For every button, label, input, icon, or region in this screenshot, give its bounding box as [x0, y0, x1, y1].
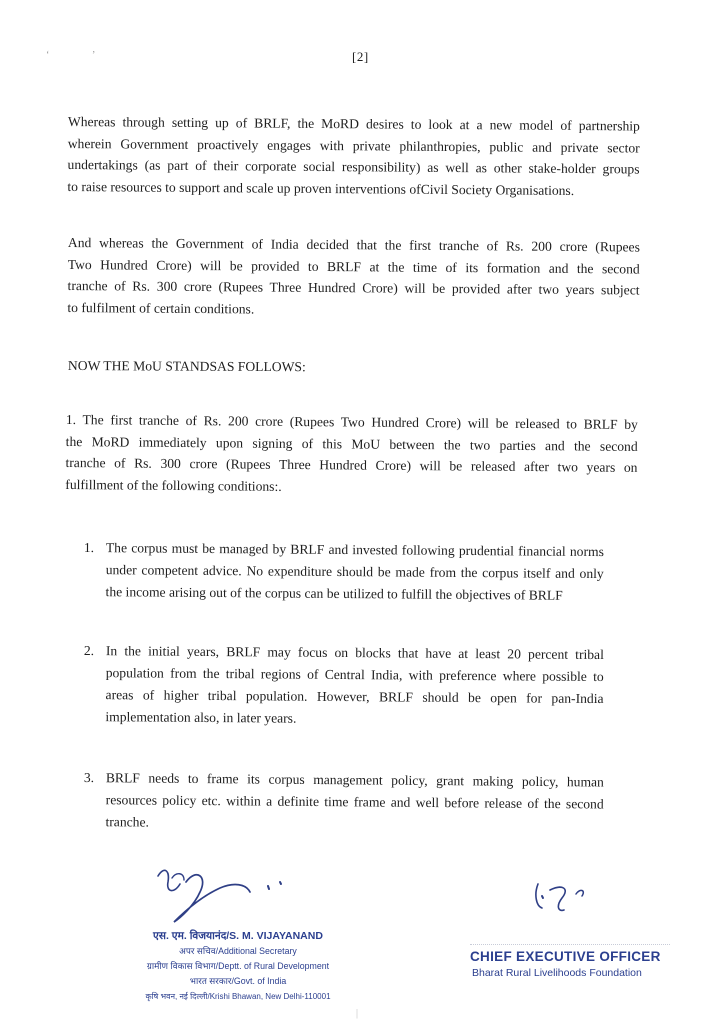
- paragraph-tranche-decision: [67, 232, 640, 322]
- paragraph-line: 1. The first tranche of Rs. 200 crore (Rupees Two Hundred Crore) will be released to BRLF by: [65, 411, 638, 432]
- stamp-title: CHIEF EXECUTIVE OFFICER: [470, 949, 661, 964]
- condition-text: [105, 537, 604, 607]
- official-stamp-right: [470, 948, 680, 980]
- paragraph-clause-1: [65, 409, 638, 500]
- condition-line: resources policy etc. within a definite time frame and well before release of the second: [105, 792, 604, 812]
- condition-line: BRLF needs to frame its corpus management policy, grant making policy, human: [105, 770, 604, 790]
- paragraph-partnership-model: [67, 111, 640, 201]
- condition-item: [83, 767, 614, 844]
- condition-item: [83, 537, 614, 613]
- condition-line: population from the tribal regions of Central India, with preference where possible to: [105, 665, 604, 685]
- paragraph-line: Whereas through setting up of BRLF, the MoRD desires to look at a new model of partnership: [67, 113, 640, 134]
- stamp-border: [470, 944, 670, 947]
- paragraph-line: undertakings (as part of their corporate social responsibility) as well as other stake-holder groups: [67, 156, 640, 177]
- scan-speck: ‘: [46, 50, 50, 61]
- condition-line: the income arising out of the corpus can be utilized to fulfill the objectives of BRLF: [105, 584, 563, 603]
- condition-number: 3.: [83, 769, 95, 786]
- condition-line: tranche.: [105, 814, 149, 830]
- stamp-department: ग्रामीण विकास विभाग/Deptt. of Rural Development: [146, 961, 330, 971]
- paragraph-line: to fulfilment of certain conditions.: [67, 299, 255, 316]
- stamp-designation: अपर सचिव/Additional Secretary: [179, 946, 297, 956]
- paragraph-line: wherein Government proactively engages with private philanthropies, public and private sector: [67, 135, 640, 155]
- condition-line: implementation also, in later years.: [105, 709, 297, 726]
- condition-line: The corpus must be managed by BRLF and invested following prudential financial norms: [105, 540, 604, 560]
- condition-line: In the initial years, BRLF may focus on blocks that have at least 20 percent tribal: [105, 643, 604, 663]
- signature-right: [528, 876, 608, 916]
- page-number: [2]: [352, 49, 369, 64]
- paragraph-line: to raise resources to support and scale up proven interventions ofCivil Society Organisations.: [67, 178, 575, 198]
- stamp-organisation: Bharat Rural Livelihoods Foundation: [472, 967, 642, 979]
- condition-line: under competent advice. No expenditure should be made from the corpus itself and only: [105, 562, 604, 582]
- paragraph-line: tranche of Rs. 300 crore (Rupees Three Hundred Crore) will be provided after two years subject: [67, 277, 640, 298]
- paragraph-line: tranche of Rs. 300 crore (Rupees Three Hundred Crore) will be released after two years on: [65, 454, 638, 475]
- stamp-address: कृषि भवन, नई दिल्ली/Krishi Bhawan, New Delhi-110001: [145, 992, 331, 1001]
- scan-speck: ’: [92, 50, 96, 61]
- condition-number: 1.: [83, 539, 95, 556]
- signature-left: [150, 858, 300, 928]
- condition-number: 2.: [83, 642, 95, 659]
- paragraph-line: Two Hundred Crore) will be provided to BRLF at the time of its formation and the second: [67, 256, 640, 276]
- condition-text: [105, 767, 604, 837]
- condition-text: [105, 640, 604, 732]
- paragraph-line: fulfillment of the following conditions:.: [65, 476, 282, 494]
- condition-item: [83, 640, 614, 740]
- section-heading: NOW THE MoU STANDSAS FOLLOWS:: [67, 358, 306, 375]
- paragraph-line: the MoRD immediately upon signing of this MoU between the two parties and the second: [65, 433, 638, 454]
- stamp-government: भारत सरकार/Govt. of India: [189, 976, 287, 986]
- paragraph-line: And whereas the Government of India decided that the first tranche of Rs. 200 crore (Rupees: [67, 234, 640, 255]
- condition-line: areas of higher tribal population. However, BRLF should be open for pan-India: [105, 687, 604, 707]
- stamp-name: एस. एम. विजयानंद/S. M. VIJAYANAND: [153, 930, 323, 942]
- official-stamp-left: [118, 929, 358, 1004]
- scan-speck: |: [356, 1008, 359, 1019]
